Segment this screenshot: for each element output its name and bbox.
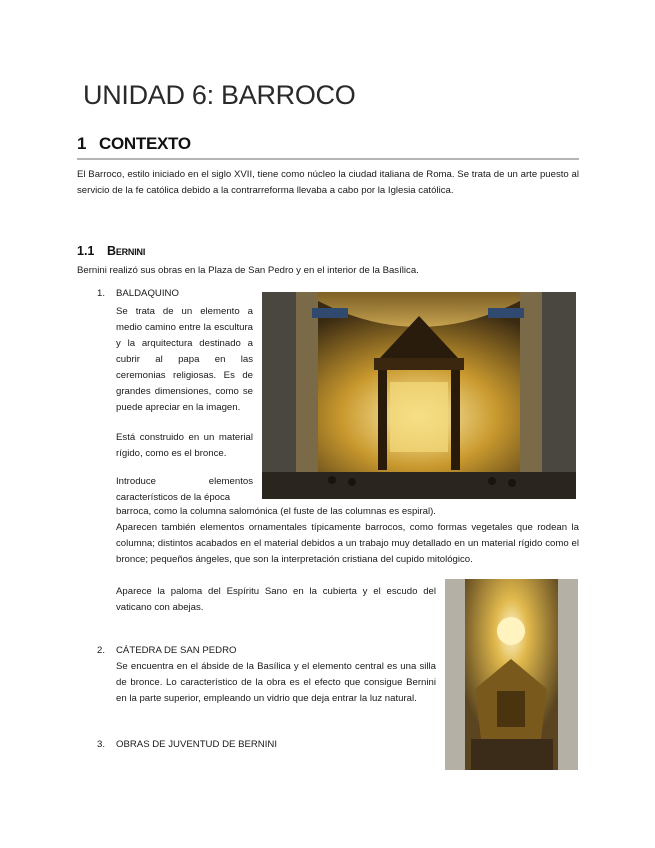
subsection-title: Bernini — [107, 244, 146, 258]
baldaquino-paragraph-2: Está construido en un material rígido, como es el bronce. — [116, 432, 253, 459]
list-heading-text: CÁTEDRA DE SAN PEDRO — [116, 645, 237, 656]
baldaquino-paragraph-3-end: barroca, como la columna salomónica (el fuste de las columnas es espiral). — [116, 506, 436, 517]
subsection-heading-bernini — [77, 244, 145, 258]
contexto-paragraph: El Barroco, estilo iniciado en el siglo XVII, tiene como núcleo la ciudad italiana de Roma. Se trata de un arte puesto al servicio de la fe católica debido a la contrarreforma llevaba a cabo por la Iglesia católica. — [77, 169, 579, 196]
baldaquino-paragraph-4: Aparecen también elementos ornamentales típicamente barrocos, como formas vegetales que rodean la columna; distintos acabados en el material debidos a un trabajo muy detallado en un material rígido como el bronce; pequeños ángeles, que son la interpretación cristiana del cupido mitológico. — [116, 522, 579, 565]
list-number: 3. — [97, 739, 106, 750]
list-item-baldaquino-heading — [97, 288, 179, 299]
baldaquino-paragraph-1: Se trata de un elemento a medio camino entre la escultura y la arquitectura destinado a cubrir al papa en las ceremonias religiosas. Es de grandes dimensiones, como se puede apreciar en la imagen. — [116, 306, 253, 413]
catedra-photo — [445, 579, 578, 770]
list-number: 1. — [97, 288, 106, 299]
section-number: 1 — [77, 134, 87, 153]
section-heading-contexto — [77, 134, 191, 154]
subsection-number: 1.1 — [77, 244, 95, 258]
list-heading-text: OBRAS DE JUVENTUD DE BERNINI — [116, 739, 277, 750]
baldaquino-paragraph-3-start: Introduce elementos característicos de la época — [116, 476, 253, 503]
list-item-catedra-heading — [97, 645, 237, 656]
document-title: UNIDAD 6: BARROCO — [83, 80, 356, 110]
bernini-intro-paragraph: Bernini realizó sus obras en la Plaza de San Pedro y en el interior de la Basílica. — [77, 265, 419, 276]
heading-underline — [77, 158, 579, 160]
catedra-paragraph: Se encuentra en el ábside de la Basílica y el elemento central es una silla de bronce. Lo característico de la obra es el efecto que consigue Bernini en la parte superior, empleando un vidrio que deja entrar la luz natural. — [116, 661, 436, 704]
list-item-obras-juventud-heading — [97, 739, 277, 750]
section-title: CONTEXTO — [99, 134, 191, 153]
list-number: 2. — [97, 645, 106, 656]
baldaquino-photo — [262, 292, 576, 499]
baldaquino-paragraph-5: Aparece la paloma del Espíritu Sano en la cubierta y el escudo del vaticano con abejas. — [116, 586, 436, 613]
list-heading-text: BALDAQUINO — [116, 288, 179, 299]
